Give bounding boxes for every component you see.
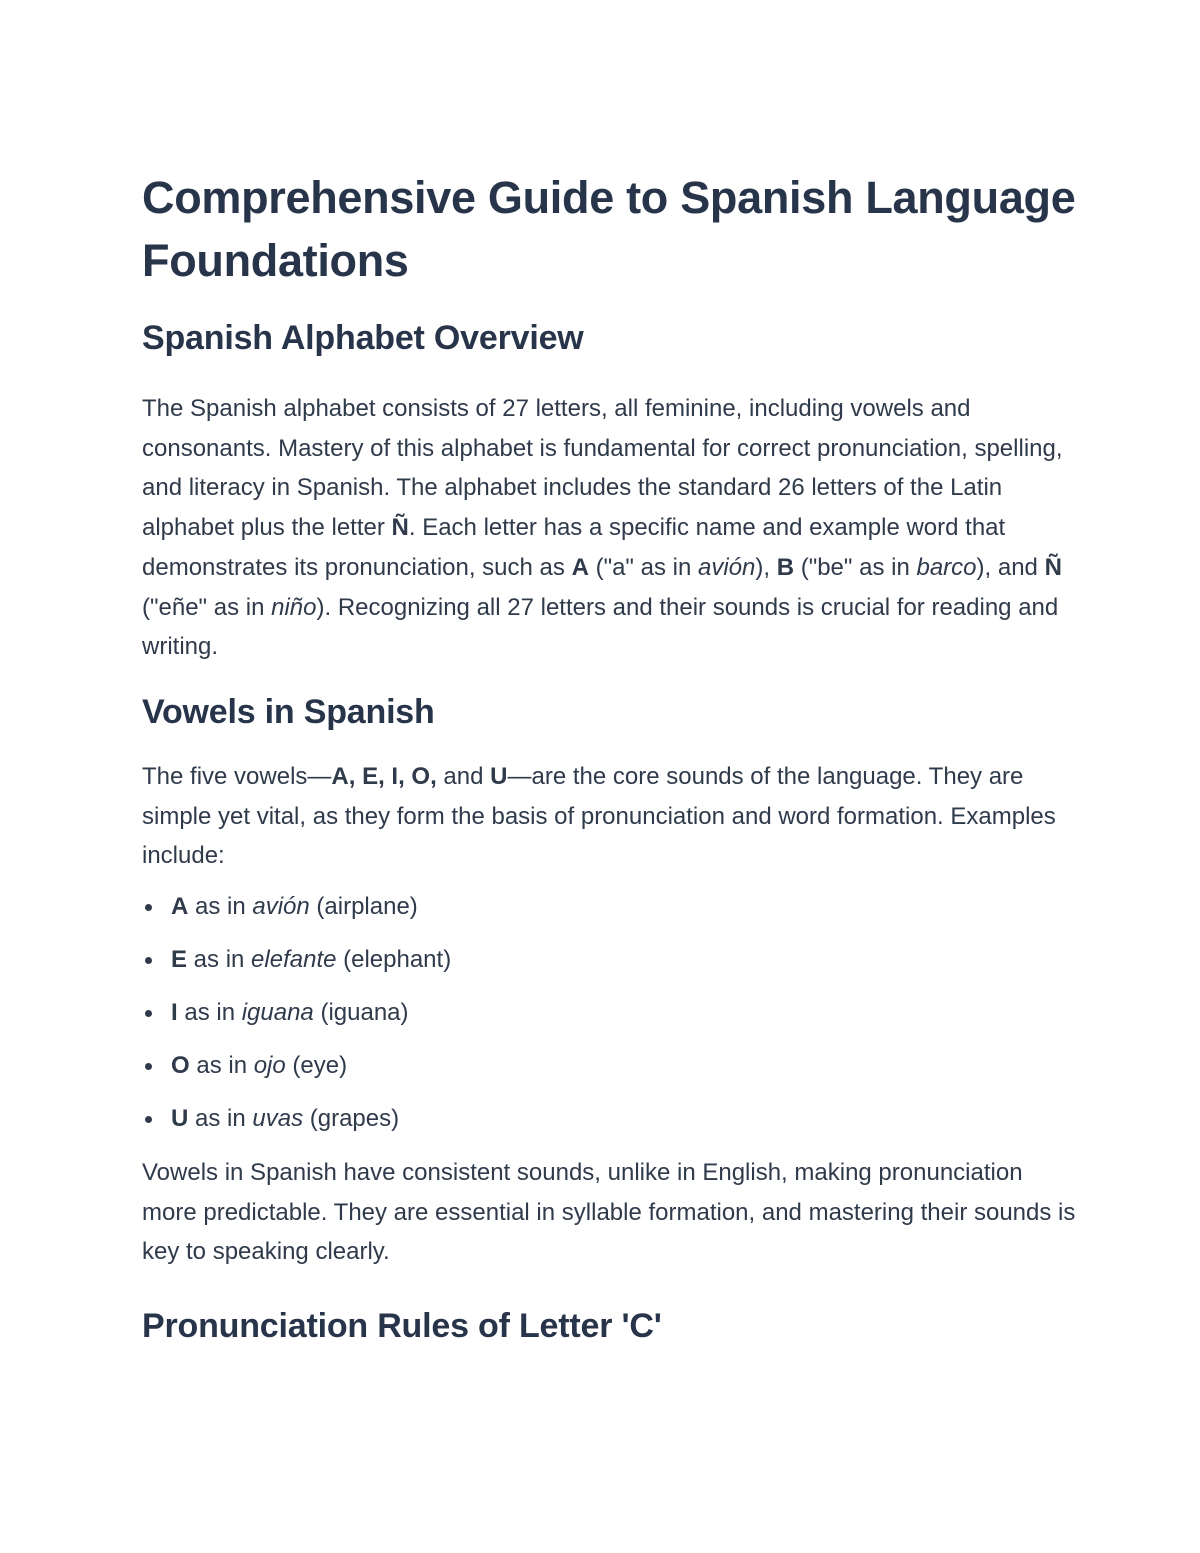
document-page <box>142 166 1077 1348</box>
vowel-letter: E <box>171 946 188 974</box>
example-close-enye: ). <box>316 593 332 621</box>
example-word-barco: barco <box>916 553 977 581</box>
page-title: Comprehensive Guide to Spanish Language Foundations <box>142 172 1076 286</box>
list-item <box>142 1049 1077 1083</box>
list-item <box>142 890 1077 924</box>
example-word-avion: avión <box>697 553 756 581</box>
vowel-letter: A <box>171 893 189 921</box>
example-close-b: ), and <box>976 553 1045 581</box>
example-name-a: ("a" as in <box>588 553 698 581</box>
as-in-text: as in <box>189 1052 254 1080</box>
meaning-text: (elephant) <box>336 946 452 974</box>
vowels-intro-letters: A, E, I, O, <box>331 762 437 790</box>
vowel-example-list <box>142 890 1077 1136</box>
example-word: ojo <box>253 1052 286 1080</box>
example-word: iguana <box>241 999 314 1027</box>
vowels-intro-paragraph <box>142 757 1077 876</box>
meaning-text: (grapes) <box>303 1105 400 1133</box>
meaning-text: (iguana) <box>313 999 409 1027</box>
example-letter-a: A <box>571 553 589 581</box>
example-word: uvas <box>252 1105 304 1133</box>
as-in-text: as in <box>187 946 252 974</box>
example-word-nino: niño <box>271 593 317 621</box>
alphabet-intro-text: The Spanish alphabet consists of 27 letters, all feminine, including vowels and consonants. Mastery of this alphabet is fundamental for correct pronunciation, spelling, and literacy in Spanish. The alphabet includes the standard 26 letters of the Latin alphabet plus the letter <box>142 395 1063 542</box>
vowel-letter: O <box>171 1052 190 1080</box>
example-letter-enye: Ñ <box>1044 553 1062 581</box>
list-item <box>142 943 1077 977</box>
vowels-closing-paragraph: Vowels in Spanish have consistent sounds, unlike in English, making pronunciation more predictable. They are essential in syllable formation, and mastering their sounds is key to speaking clearly. <box>142 1159 1076 1266</box>
section-heading-alphabet: Spanish Alphabet Overview <box>142 319 584 357</box>
vowels-intro-post: —are the core sounds of the language. They are simple yet vital, as they form the basis of pronunciation and word formation. Examples include: <box>142 762 1056 870</box>
example-close-a: ), <box>755 553 777 581</box>
alphabet-outro-text: Recognizing all 27 letters and their sounds is crucial for reading and writing. <box>142 593 1059 661</box>
vowels-intro-pre: The five vowels— <box>142 762 332 790</box>
vowel-letter: I <box>171 999 178 1027</box>
list-item <box>142 1102 1077 1136</box>
section-heading-letter-c: Pronunciation Rules of Letter 'C' <box>142 1307 662 1346</box>
alphabet-mid-text: . Each letter has a specific name and example word that demonstrates its pronunciation, such as <box>142 514 1006 581</box>
example-name-enye: ("eñe" as in <box>142 593 272 621</box>
section-heading-vowels: Vowels in Spanish <box>142 692 435 731</box>
example-word: elefante <box>251 946 337 974</box>
enye-letter: Ñ <box>391 514 409 542</box>
vowels-intro-and: and <box>436 762 491 790</box>
example-name-b: ("be" as in <box>794 553 917 581</box>
as-in-text: as in <box>188 893 253 921</box>
meaning-text: (eye) <box>285 1052 348 1080</box>
alphabet-paragraph <box>142 389 1077 667</box>
meaning-text: (airplane) <box>309 893 418 921</box>
as-in-text: as in <box>188 1105 253 1133</box>
as-in-text: as in <box>177 999 242 1027</box>
example-letter-b: B <box>776 553 795 581</box>
list-item <box>142 996 1077 1030</box>
vowels-intro-last: U <box>490 762 508 790</box>
vowel-letter: U <box>171 1105 189 1133</box>
example-word: avión <box>252 893 310 921</box>
